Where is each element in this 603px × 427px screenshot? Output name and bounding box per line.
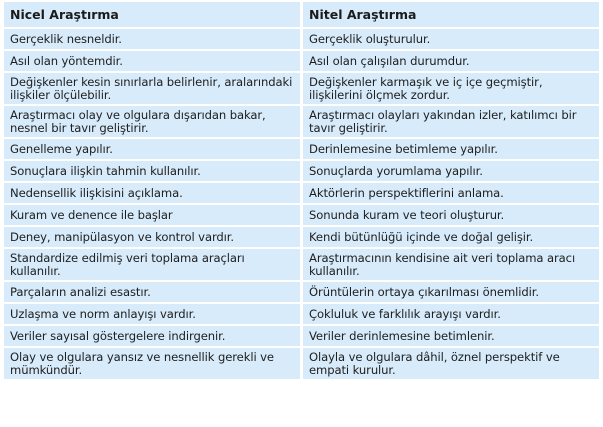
quantitative-cell: Uzlaşma ve norm anlayışı vardır. <box>4 304 300 324</box>
quantitative-cell: Deney, manipülasyon ve kontrol vardır. <box>4 227 300 247</box>
table-row <box>4 73 599 104</box>
qualitative-cell: Gerçeklik oluşturulur. <box>303 29 599 49</box>
header-row <box>4 2 599 27</box>
table-row <box>4 304 599 324</box>
table-row <box>4 139 599 159</box>
table-row <box>4 29 599 49</box>
quantitative-cell: Gerçeklik nesneldir. <box>4 29 300 49</box>
table-row <box>4 51 599 71</box>
qualitative-cell: Sonuçlarda yorumlama yapılır. <box>303 161 599 181</box>
table-row <box>4 106 599 137</box>
qualitative-cell: Araştırmacı olayları yakından izler, katılımcı bir tavır geliştirir. <box>303 106 599 137</box>
qualitative-cell: Asıl olan çalışılan durumdur. <box>303 51 599 71</box>
quantitative-cell: Genelleme yapılır. <box>4 139 300 159</box>
table-row <box>4 326 599 346</box>
quantitative-cell: Kuram ve denence ile başlar <box>4 205 300 225</box>
table-row <box>4 249 599 280</box>
table-row <box>4 183 599 203</box>
comparison-table <box>1 0 602 381</box>
table-row <box>4 161 599 181</box>
qualitative-cell: Olayla ve olgulara dâhil, öznel perspektif ve empati kurulur. <box>303 348 599 379</box>
qualitative-cell: Örüntülerin ortaya çıkarılması önemlidir. <box>303 282 599 302</box>
qualitative-cell: Araştırmacının kendisine ait veri toplama aracı kullanılır. <box>303 249 599 280</box>
quantitative-cell: Olay ve olgulara yansız ve nesnellik gerekli ve mümkündür. <box>4 348 300 379</box>
qualitative-cell: Derinlemesine betimleme yapılır. <box>303 139 599 159</box>
qualitative-cell: Aktörlerin perspektiflerini anlama. <box>303 183 599 203</box>
quantitative-cell: Araştırmacı olay ve olgulara dışarıdan bakar, nesnel bir tavır geliştirir. <box>4 106 300 137</box>
quantitative-cell: Standardize edilmiş veri toplama araçları kullanılır. <box>4 249 300 280</box>
quantitative-cell: Sonuçlara ilişkin tahmin kullanılır. <box>4 161 300 181</box>
header-qualitative: Nitel Araştırma <box>303 2 599 27</box>
table-row <box>4 205 599 225</box>
qualitative-cell: Kendi bütünlüğü içinde ve doğal gelişir. <box>303 227 599 247</box>
quantitative-cell: Veriler sayısal göstergelere indirgenir. <box>4 326 300 346</box>
quantitative-cell: Parçaların analizi esastır. <box>4 282 300 302</box>
qualitative-cell: Değişkenler karmaşık ve iç içe geçmiştir, ilişkilerini ölçmek zordur. <box>303 73 599 104</box>
qualitative-cell: Çokluluk ve farklılık arayışı vardır. <box>303 304 599 324</box>
quantitative-cell: Asıl olan yöntemdir. <box>4 51 300 71</box>
header-quantitative: Nicel Araştırma <box>4 2 300 27</box>
table-row <box>4 282 599 302</box>
qualitative-cell: Sonunda kuram ve teori oluşturur. <box>303 205 599 225</box>
table-row <box>4 348 599 379</box>
quantitative-cell: Nedensellik ilişkisini açıklama. <box>4 183 300 203</box>
comparison-table-container <box>1 0 602 381</box>
quantitative-cell: Değişkenler kesin sınırlarla belirlenir, aralarındaki ilişkiler ölçülebilir. <box>4 73 300 104</box>
table-row <box>4 227 599 247</box>
qualitative-cell: Veriler derinlemesine betimlenir. <box>303 326 599 346</box>
